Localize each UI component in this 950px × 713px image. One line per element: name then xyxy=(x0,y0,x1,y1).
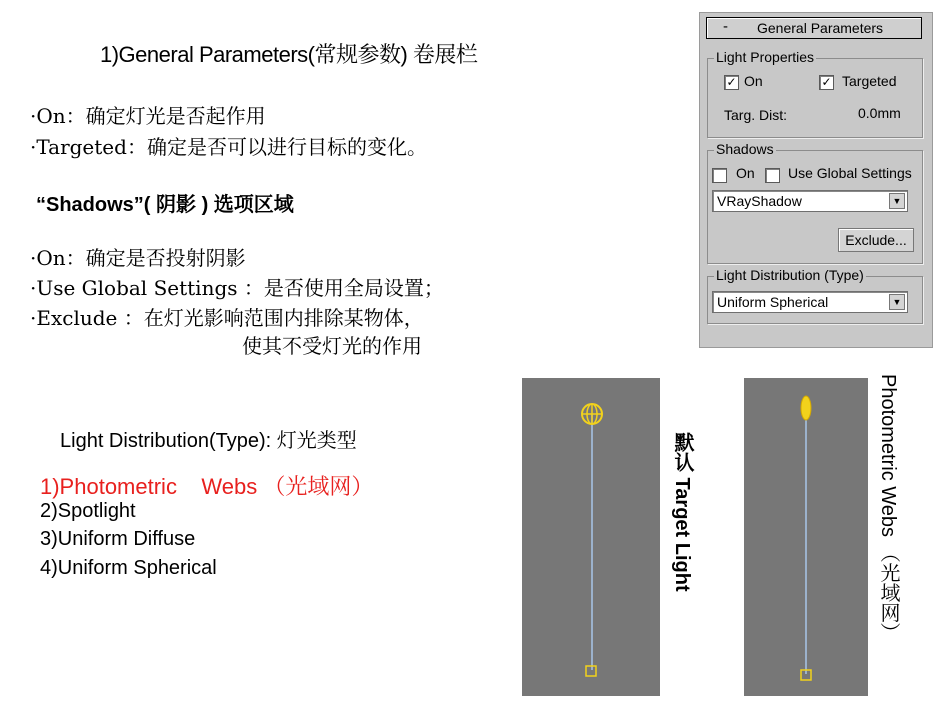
section-heading: 1)General Parameters(常规参数) 卷展栏 xyxy=(100,42,478,67)
photometric-light-icon xyxy=(744,378,868,696)
exclude-description-cont: 使其不受灯光的作用 xyxy=(242,334,422,358)
light-distribution-group xyxy=(707,267,923,324)
distribution-heading: Light Distribution(Type): 灯光类型 xyxy=(60,430,357,452)
rollout-header[interactable] xyxy=(706,17,922,39)
shadow-type-dropdown[interactable] xyxy=(712,190,908,212)
light-properties-label: Light Properties xyxy=(716,49,815,65)
chevron-down-icon[interactable]: ▼ xyxy=(889,294,905,310)
shadows-label: Shadows xyxy=(716,141,774,157)
on-description: ·On：确定灯光是否起作用 xyxy=(30,104,266,128)
type-uniform-spherical: 4)Uniform Spherical xyxy=(40,557,217,579)
collapse-icon[interactable]: - xyxy=(723,18,728,35)
use-global-label: Use Global Settings xyxy=(788,165,912,181)
shadow-on-description: ·On：确定是否投射阴影 xyxy=(30,246,246,270)
targ-dist-label: Targ. Dist: xyxy=(724,107,788,123)
targeted-description: ·Targeted：确定是否可以进行目标的变化。 xyxy=(30,135,427,159)
targeted-label: Targeted xyxy=(842,73,897,89)
distribution-dropdown[interactable] xyxy=(712,291,908,313)
distribution-value: Uniform Spherical xyxy=(717,294,829,310)
use-global-checkbox[interactable] xyxy=(765,168,780,183)
targ-dist-value: 0.0mm xyxy=(858,105,901,121)
type-photometric-webs: 1)Photometric Webs （光域网） xyxy=(40,474,374,499)
chevron-down-icon[interactable]: ▼ xyxy=(889,193,905,209)
targeted-checkbox[interactable]: ✓ xyxy=(819,75,834,90)
target-light-viewport[interactable] xyxy=(522,378,660,696)
exclude-button[interactable]: Exclude... xyxy=(838,228,914,252)
general-parameters-panel xyxy=(699,12,933,348)
photometric-webs-viewport[interactable] xyxy=(744,378,868,696)
rollout-title: General Parameters xyxy=(757,20,884,36)
shadows-group xyxy=(707,141,923,264)
shadows-heading: “Shadows”( 阴影 ) 选项区域 xyxy=(36,194,294,216)
light-distribution-label: Light Distribution (Type) xyxy=(716,267,864,283)
type-spotlight: 2)Spotlight xyxy=(40,500,136,522)
exclude-description: ·Exclude ：在灯光影响范围内排除某物体， xyxy=(30,306,424,330)
on-label: On xyxy=(744,73,763,89)
photometric-webs-label: Photometric Webs （光域网） xyxy=(877,374,899,643)
on-checkbox[interactable]: ✓ xyxy=(724,75,739,90)
shadow-on-checkbox[interactable] xyxy=(712,168,727,183)
use-global-description: ·Use Global Settings ：是否使用全局设置； xyxy=(30,276,444,300)
shadow-on-label: On xyxy=(736,165,755,181)
default-target-light-label: 默认 Target Light xyxy=(671,432,693,592)
target-light-icon xyxy=(522,378,660,696)
light-properties-group xyxy=(707,49,923,138)
shadow-type-value: VRayShadow xyxy=(717,193,802,209)
type-uniform-diffuse: 3)Uniform Diffuse xyxy=(40,528,196,550)
